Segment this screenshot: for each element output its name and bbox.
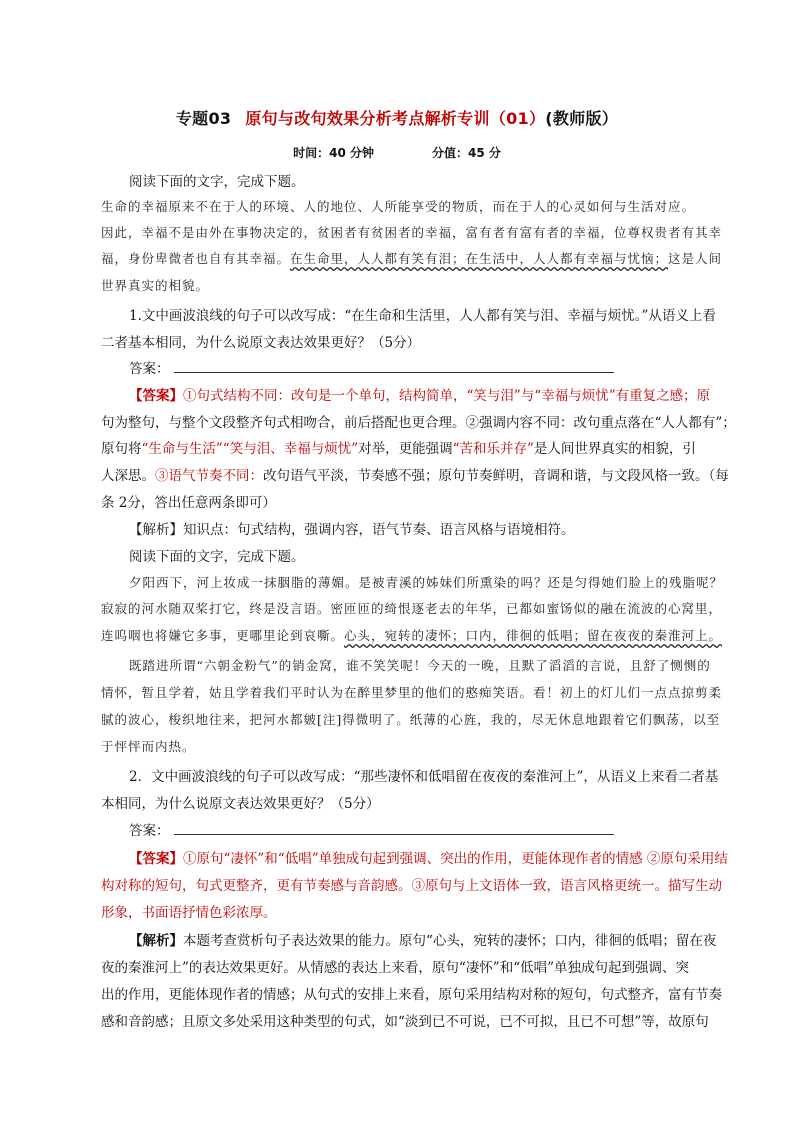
answer2-line1: 【答案】①原句“凄怀”和“低唱”单独成句起到强调、突出的作用，更能体现作者的情感 ②原句采用结 xyxy=(129,851,728,867)
passage1-line3 xyxy=(101,249,721,267)
answer1-line2: 句为整句，与整个文段整齐句式相吻合，前后搭配也更合理。②强调内容不同：改句重点落在“人人都有”； xyxy=(101,415,736,431)
passage1-line3c: 这是人间 xyxy=(668,251,723,266)
passage2-line2: 寂寂的河水随双桨打它，终是没言语。密匝匝的绮恨逐老去的年华，已都如蜜饧似的融在流波的心窝里， xyxy=(101,601,723,616)
question1-line2: 二者基本相同，为什么说原文表达效果更好？（5分） xyxy=(101,335,421,351)
passage1-wavy-sentence: 在生命里，人人都有笑有泪；在生活中，人人都有幸福与忧恼； xyxy=(290,251,669,266)
passage2-wavy-sentence: 心头，宛转的凄怀；口内，徘徊的低唱；留在夜夜的秦淮河上。 xyxy=(344,628,723,643)
reading-instruction-1: 阅读下面的文字，完成下题。 xyxy=(129,174,305,190)
answer1-line1: 【答案】①句式结构不同：改句是一个单句，结构简单，“笑与泪”与“幸福与烦忧”有重复之感；原 xyxy=(129,388,711,404)
passage1-line4: 世界真实的相貌。 xyxy=(101,278,210,293)
passage1-line3a: 福，身份卑微者也自有其幸福。 xyxy=(101,251,291,266)
passage1-line2: 因此，幸福不是由外在事物决定的，贫困者有贫困者的幸福，富有者有富有者的幸福，位尊权贵者有其幸 xyxy=(101,225,723,240)
passage2-line6: 腻的波心，梭织地往来，把河水都皴[注]得微明了。纸薄的心旌，我的，尽无休息地跟着它们飘荡，以至 xyxy=(101,712,721,727)
passage2-line4: 既踏进所谓“六朝金粉气”的销金窝，谁不笑笑呢！今天的一晚，且默了滔滔的言说，且舒了恻恻的 xyxy=(129,658,711,673)
passage1-line1: 生命的幸福原来不在于人的环境、人的地位、人所能享受的物质，而在于人的心灵如何与生活对应。 xyxy=(101,199,696,214)
title-lead: 专题03 xyxy=(175,109,232,128)
explanation1-tag: 【解析】 xyxy=(129,522,183,538)
question2-answer-line xyxy=(129,819,749,839)
passage2-line3: 连呜咽也将嫌它多事，更哪里论到哀嘶。心头，宛转的凄怀；口内，徘徊的低唱；留在夜夜的秦淮河上。 xyxy=(101,628,723,643)
question2-line1: 2．文中画波浪线的句子可以改写成：“那些凄怀和低唱留在夜夜的秦淮河上”，从语义上来看二者基 xyxy=(129,769,719,785)
passage2-line5: 情怀，暂且学着，姑且学着我们平时认为在醉里梦里的他们的憨痴笑语。看！初上的灯儿们一点点掠剪柔 xyxy=(101,685,723,700)
question1-answer-line xyxy=(129,357,749,377)
answer1-line4: 人深思。③语气节奏不同：改句语气平淡，节奏感不强；原句节奏鲜明，音调和谐，与文段风格一致。（每 xyxy=(101,468,729,484)
page-title xyxy=(0,106,794,129)
explanation2-line1: 【解析】本题考查赏析句子表达效果的能力。原句“心头，宛转的凄怀；口内，徘徊的低唱；留在夜 xyxy=(129,933,717,949)
explanation2-tag: 【解析】 xyxy=(129,933,183,949)
passage2-line7: 于怦怦而内热。 xyxy=(101,739,196,754)
passage2-line1: 夕阳西下，河上妆成一抹胭脂的薄媚。是被青溪的姊妹们所熏染的吗？还是匀得她们脸上的残脂呢？ xyxy=(129,575,724,590)
answer2-tag: 【答案】 xyxy=(129,851,183,867)
title-main: 原句与改句效果分析考点解析专训（01） xyxy=(245,109,546,128)
title-tail: (教师版） xyxy=(545,109,619,128)
answer-blank-1[interactable] xyxy=(174,360,614,373)
explanation2-line2: 夜的秦淮河上”的表达效果更好。从情感的表达上来看，原句“凄怀”和“低唱”单独成句起到强调、突 xyxy=(101,960,690,976)
answer-label-1: 答案： xyxy=(129,361,170,377)
answer1-line5: 条 2分，答出任意两条即可） xyxy=(101,495,276,511)
answer2-line2: 构对称的短句，句式更整齐，更有节奏感与音韵感。③原句与上文语体一致，语言风格更统一。描写生动 xyxy=(101,878,722,894)
explanation2-line3: 出的作用，更能体现作者的情感；从句式的安排上来看，原句采用结构对称的短句，句式整齐，富有节奏 xyxy=(101,987,722,1003)
question1-line1: 1.文中画波浪线的句子可以改写成：“在生命和生活里，人人都有笑与泪、幸福与烦忧。”从语义上看 xyxy=(129,308,716,324)
answer-label-2: 答案： xyxy=(129,823,170,839)
answer-blank-2[interactable] xyxy=(174,822,614,835)
exam-score: 分值：45 分 xyxy=(432,146,501,160)
exam-time: 时间：40 分钟 xyxy=(293,146,374,160)
answer1-line3: 原句将“生命与生活”“笑与泪、幸福与烦忧”对举，更能强调“苦和乐并存”是人间世界真实的相貌，引 xyxy=(101,441,696,457)
reading-instruction-2: 阅读下面的文字，完成下题。 xyxy=(129,549,305,565)
answer1-tag: 【答案】 xyxy=(129,388,183,404)
explanation1: 【解析】知识点：句式结构，强调内容，语气节奏、语言风格与语境相符。 xyxy=(129,522,575,538)
explanation2-line4: 感和音韵感；且原文多处采用这种类型的句式，如“淡到已不可说，已不可拟，且已不可想”等，故原句 xyxy=(101,1014,709,1030)
answer2-line3: 形象，书面语抒情色彩浓厚。 xyxy=(101,905,277,921)
question2-line2: 本相同，为什么说原文表达效果更好？（5分） xyxy=(101,796,380,812)
exam-meta xyxy=(0,144,794,161)
